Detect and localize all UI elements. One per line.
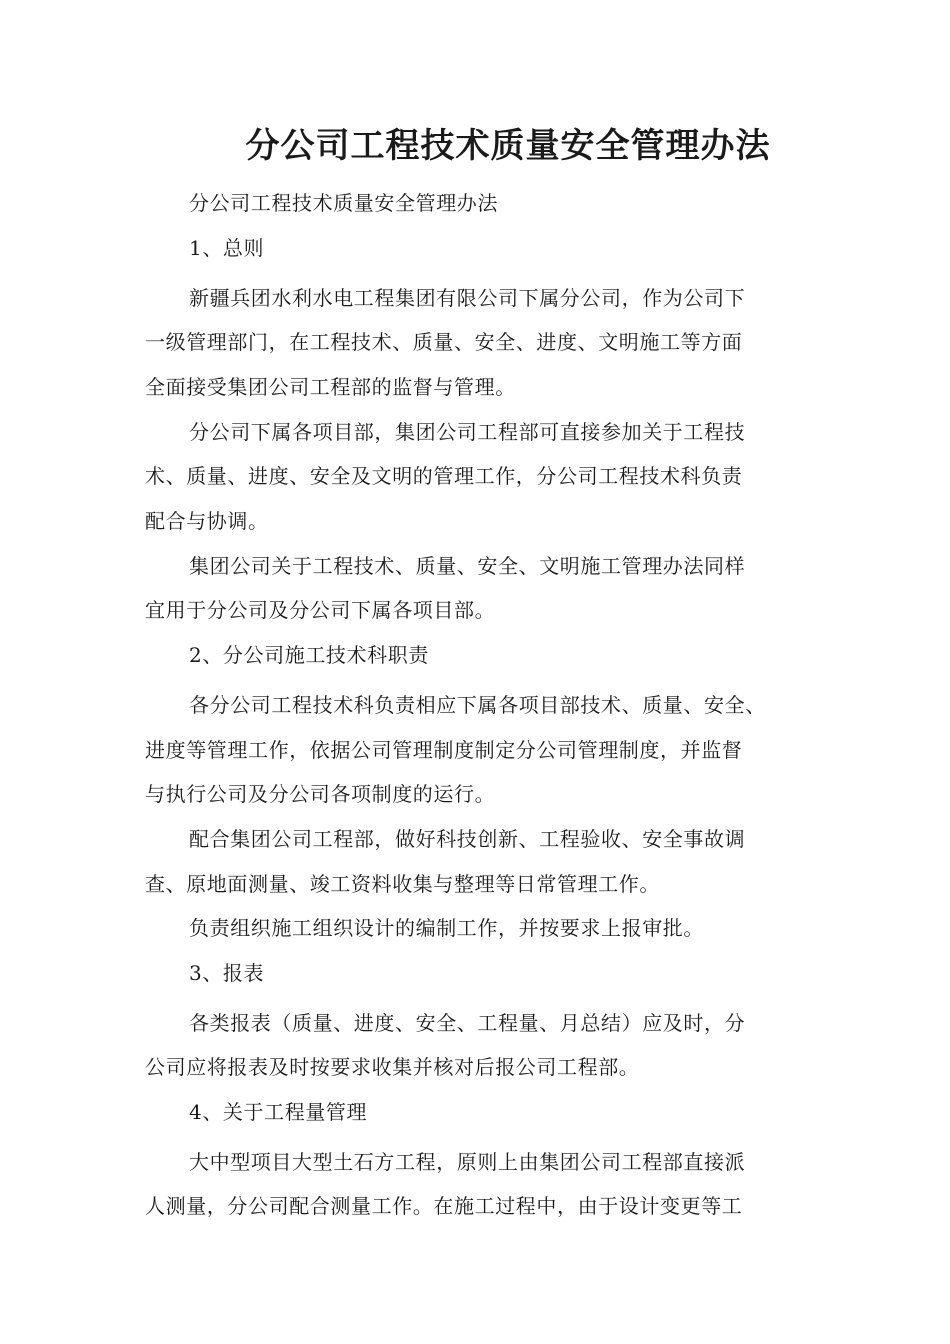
paragraph-line: 各分公司工程技术科负责相应下属各项目部技术、质量、安全、: [189, 693, 766, 717]
paragraph-line: 进度等管理工作，依据公司管理制度制定分公司管理制度，并监督: [145, 738, 743, 762]
section-heading-4: 4、关于工程量管理: [189, 1100, 368, 1124]
section-heading-2: 2、分公司施工技术科职责: [189, 643, 429, 667]
paragraph-line: 公司应将报表及时按要求收集并核对后报公司工程部。: [145, 1055, 640, 1079]
paragraph-line: 全面接受集团公司工程部的监督与管理。: [145, 375, 516, 399]
paragraph-line: 与执行公司及分公司各项制度的运行。: [145, 782, 496, 806]
paragraph-line: 配合集团公司工程部，做好科技创新、工程验收、安全事故调: [189, 827, 746, 851]
paragraph-line: 查、原地面测量、竣工资料收集与整理等日常管理工作。: [145, 872, 660, 896]
paragraph-line: 集团公司关于工程技术、质量、安全、文明施工管理办法同样: [189, 554, 746, 578]
paragraph-line: 分公司下属各项目部，集团公司工程部可直接参加关于工程技: [189, 420, 746, 444]
paragraph-line: 新疆兵团水利水电工程集团有限公司下属分公司，作为公司下: [189, 286, 746, 310]
paragraph-line: 术、质量、进度、安全及文明的管理工作，分公司工程技术科负责: [145, 464, 743, 488]
subtitle-line: 分公司工程技术质量安全管理办法: [189, 191, 498, 215]
section-heading-1: 1、总则: [189, 236, 265, 260]
paragraph-line: 负责组织施工组织设计的编制工作，并按要求上报审批。: [189, 916, 704, 940]
paragraph-line: 一级管理部门，在工程技术、质量、安全、进度、文明施工等方面: [145, 330, 743, 354]
paragraph-line: 大中型项目大型土石方工程，原则上由集团公司工程部直接派: [189, 1150, 746, 1174]
paragraph-line: 宜用于分公司及分公司下属各项目部。: [145, 598, 496, 622]
paragraph-line: 配合与协调。: [145, 509, 269, 533]
paragraph-line: 人测量，分公司配合测量工作。在施工过程中，由于设计变更等工: [145, 1194, 743, 1218]
section-heading-3: 3、报表: [189, 961, 265, 985]
paragraph-line: 各类报表（质量、进度、安全、工程量、月总结）应及时，分: [189, 1011, 746, 1035]
document-title: 分公司工程技术质量安全管理办法: [245, 126, 771, 166]
